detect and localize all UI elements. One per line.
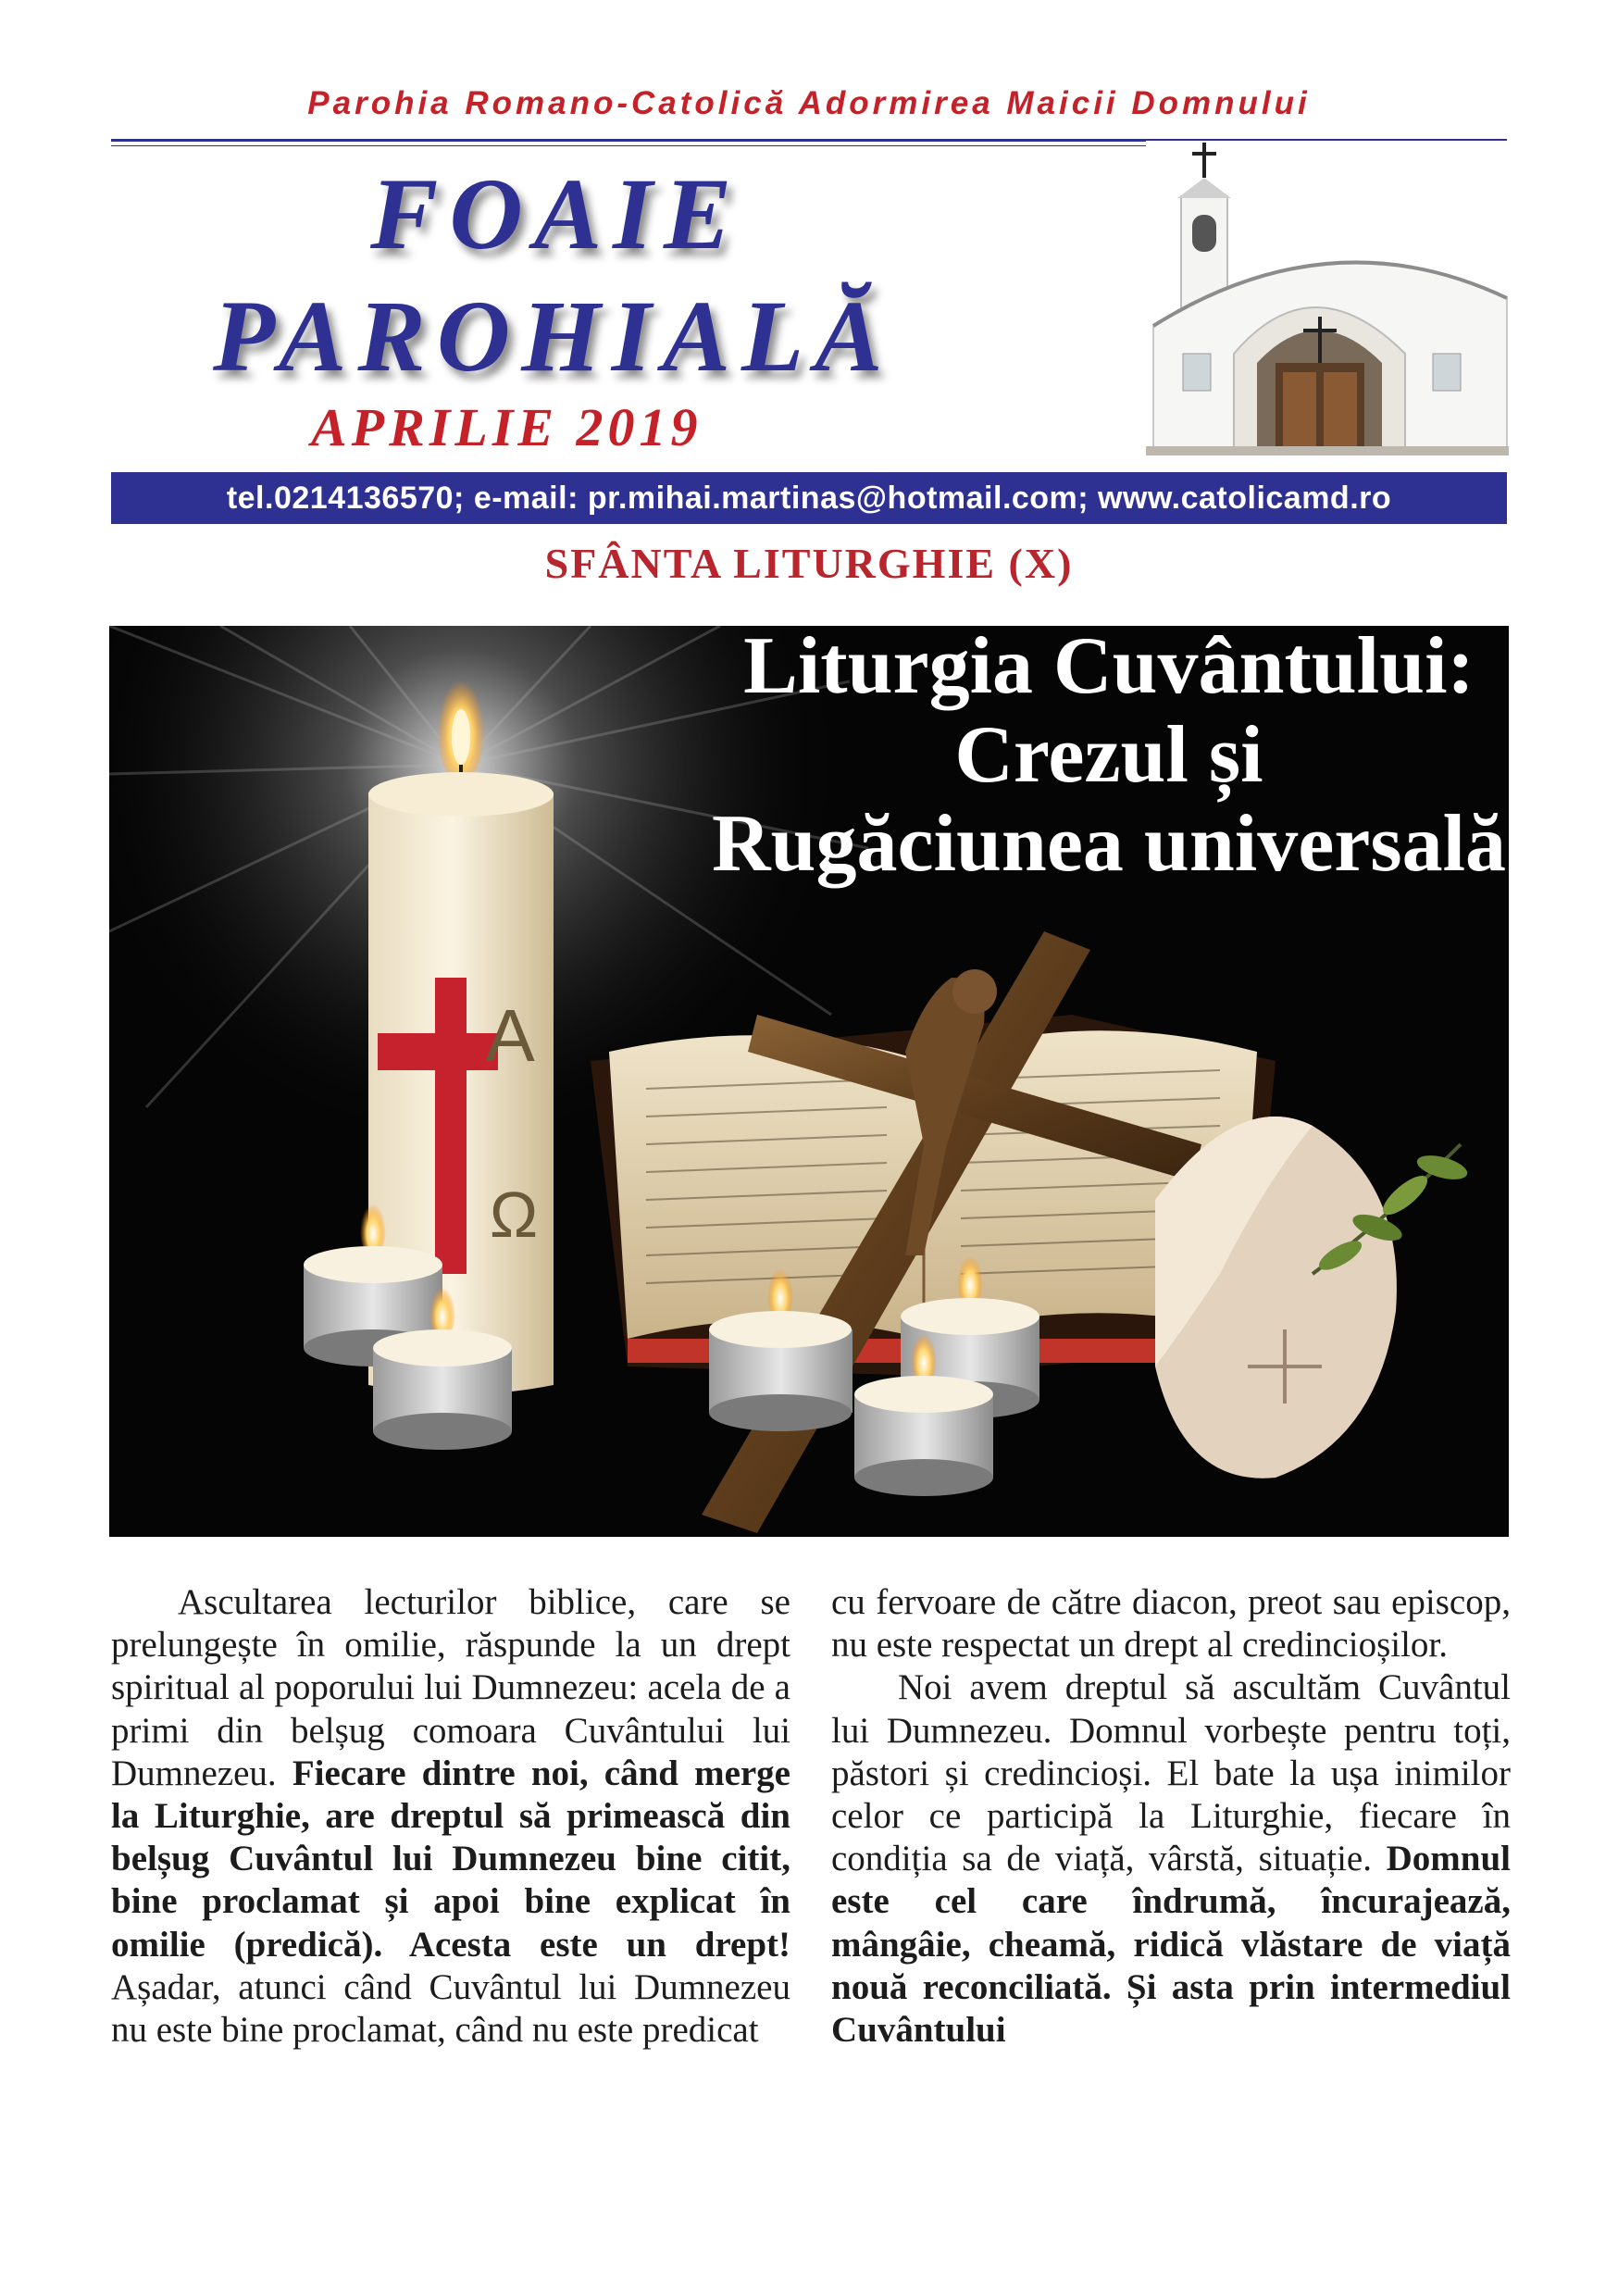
church-building-icon bbox=[1146, 141, 1509, 455]
church-photo bbox=[1146, 141, 1509, 455]
article-bold-text: Domnul este cel care îndrumă, încurajează, mângâie, cheamă, ridică vlăstare de viață nouă reconciliată. Și asta prin intermediul Cuvântului bbox=[831, 1839, 1511, 2051]
section-title: SFÂNTA LITURGHIE (X) bbox=[544, 540, 1074, 587]
article-text: Ascultarea lecturilor biblice, care se prelungește în omilie, răspunde la un drept spiritual al poporului lui Dumnezeu: acela de a primi din belșug comoara Cuvântului lui Dumnezeu. bbox=[111, 1582, 790, 1793]
masthead-line-1: FOAIE bbox=[370, 157, 743, 270]
article-text: Noi avem dreptul să ascultăm Cuvântul lui Dumnezeu. Domnul vorbește pentru toți, păstori și credincioși. El bate la ușa inimilor celor ce participă la Liturghie, fiecare în condiția sa de viață, vârstă, situație. bbox=[831, 1667, 1511, 1879]
feature-headline bbox=[628, 626, 1509, 889]
article-paragraph bbox=[831, 1666, 1511, 2052]
omega-letter: Ω bbox=[489, 1179, 539, 1251]
article-text: Așadar, atunci când Cuvântul lui Dumnezeu nu este bine proclamat, când nu este predicat bbox=[111, 1966, 790, 2051]
headline-line-1: Liturgia Cuvântului: bbox=[743, 626, 1475, 711]
contact-bar: tel.0214136570; e-mail: pr.mihai.martinas@hotmail.com; www.catolicamd.ro bbox=[111, 472, 1507, 524]
headline-line-3: Rugăciunea universală bbox=[711, 799, 1507, 889]
issue-month: APRILIE 2019 bbox=[311, 397, 703, 457]
article-paragraph: cu fervoare de către diacon, preot sau episcop, nu este respectat un drept al credincioșilor. bbox=[831, 1582, 1511, 1666]
parish-name: Parohia Romano-Catolică Adormirea Maicii Domnului bbox=[307, 85, 1311, 121]
feature-photo bbox=[109, 626, 1509, 1537]
article-paragraph bbox=[111, 1581, 790, 2052]
masthead-line-2: PAROHIALĂ bbox=[213, 280, 894, 393]
article-bold-text: Fiecare dintre noi, când merge la Liturghie, are dreptul să primească din belșug Cuvântul lui Dumnezeu bine citit, bine proclamat și apoi bine explicat în omilie (predică). Acesta este un drept! bbox=[111, 1753, 790, 1965]
headline-line-2: Crezul și bbox=[954, 710, 1263, 800]
article-right-column bbox=[831, 1581, 1511, 2052]
article-left-column bbox=[111, 1581, 790, 2052]
alpha-letter: A bbox=[485, 994, 535, 1077]
